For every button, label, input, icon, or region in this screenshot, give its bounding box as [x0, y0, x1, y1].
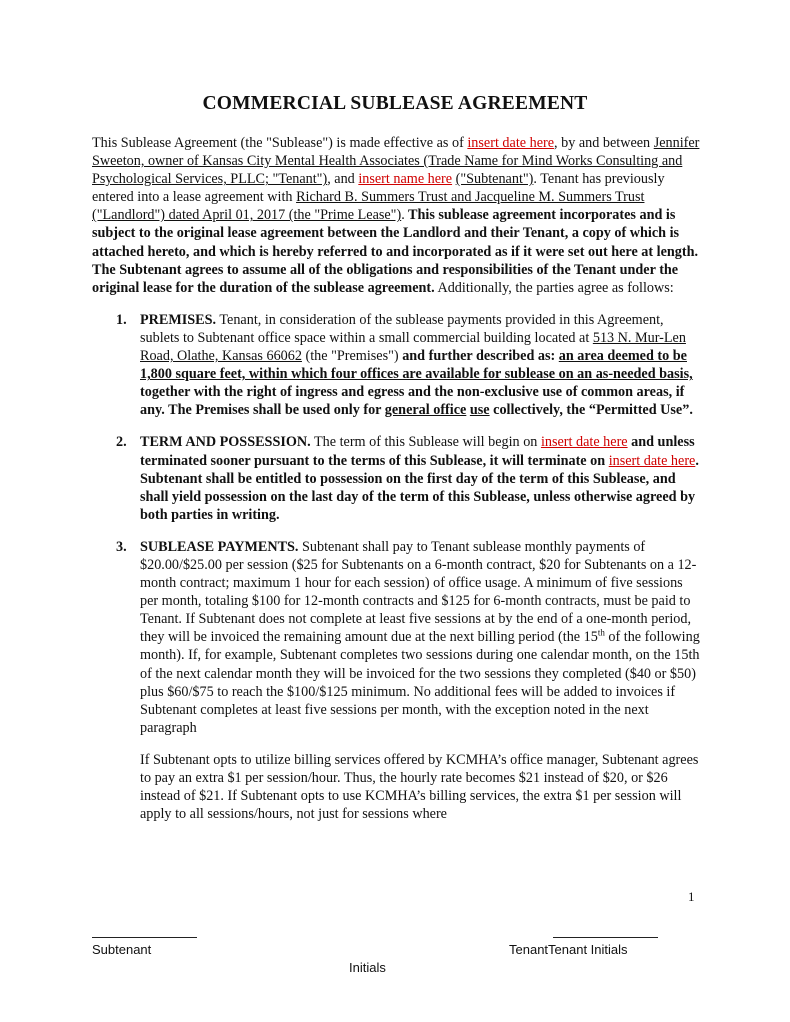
subtenant-label-footer: Subtenant	[92, 942, 152, 957]
initials-label-footer: Initials	[349, 960, 386, 975]
intro-bold-text: This sublease agreement incorporates and is subject to the original lease agreement between the Landlord and their Tenant, a copy of which is attached hereto, and which is hereby referred to and incorporated as if it were set out here at length. The Subtenant agrees to assume all of the obligations and responsibilities of the Tenant under the original lease for the duration of the sublease agreement.	[92, 207, 699, 296]
payments-text-1: Subtenant shall pay to Tenant sublease monthly payments of $20.00/$25.00 per session ($25 for Subtenants on a 6-month contract, $20 for Subtenants on a 12-month contract; maximum 1 hour for each session) of office usage. A minimum of five sessions per month, totaling $100 for 12-month contracts and $125 for 6-month contracts, must be paid to Tenant. If Subtenant does not complete at least five sessions at by the end of a one-month period, they will be invoiced the remaining amount due at the next billing period (the 15	[140, 538, 697, 646]
intro-text-2: , by and between	[554, 135, 654, 151]
term-bold-1: and unless terminated sooner pursuant to the terms of this Sublease, it will terminate on	[140, 434, 695, 469]
page-number: 1	[688, 889, 695, 904]
premises-address: 513 N. Mur-Len Road, Olathe, Kansas 66062	[140, 329, 686, 365]
term-text-1: The term of this Sublease will begin on	[310, 434, 541, 451]
intro-text-5: . Tenant has previously entered into a lease agreement with	[92, 171, 665, 206]
tenant-initials-line	[553, 937, 658, 938]
term-bold-2: . Subtenant shall be entitled to possession on the first day of the term of this Sublease, and shall yield possession on the last day of the term of this Sublease, unless otherwise agreed by both parties in writing.	[140, 452, 699, 523]
sections-list	[92, 311, 702, 823]
intro-text-3: , and	[327, 171, 359, 188]
intro-text-6: .	[401, 207, 405, 224]
intro-paragraph	[92, 134, 702, 297]
payments-superscript: th	[597, 627, 605, 638]
premises-use-2: use	[469, 402, 490, 419]
premises-bold-4: collectively, the “Permitted Use”.	[489, 402, 693, 419]
premises-bold-1: and further described as:	[398, 348, 559, 365]
document-title: COMMERCIAL SUBLEASE AGREEMENT	[202, 93, 588, 114]
section-payments	[92, 538, 702, 823]
section-number: 2.	[116, 434, 127, 451]
premises-text-2: (the "Premises")	[301, 348, 399, 365]
section-number: 1.	[116, 311, 127, 328]
document-body	[92, 134, 702, 837]
subtenant-name-placeholder: insert name here	[358, 171, 453, 188]
effective-date-placeholder: insert date here	[467, 135, 555, 151]
term-end-date-placeholder: insert date here	[608, 452, 696, 469]
premises-use-1: general office	[384, 402, 467, 419]
tenant-name: Jennifer Sweeton, owner of Kansas City Mental Health Associates (Trade Name for Mind Works Consulting and Psychological Services, PLLC; "Tenant")	[92, 135, 700, 188]
section-heading: TERM AND POSSESSION.	[140, 434, 311, 451]
payments-text-2: of the following month). If, for example, Subtenant completes two sessions during one calendar month, on the 15th of the next calendar month they will be invoiced for the two sessions they completed ($40 or $50) plus $60/$75 to reach the $100/$125 minimum. No additional fees will be added to invoices if Subtenant completes at least five sessions per month, with the exception noted in the next paragraph	[140, 629, 700, 736]
term-start-date-placeholder: insert date here	[540, 434, 628, 451]
subtenant-initials-line	[92, 937, 197, 938]
section-term	[92, 433, 702, 523]
section-number: 3.	[116, 538, 127, 555]
section-premises	[92, 311, 702, 420]
subtenant-label: ("Subtenant")	[455, 171, 534, 188]
landlord-name: Richard B. Summers Trust and Jacqueline M. Summers Trust ("Landlord") dated April 01, 2017 (the "Prime Lease")	[92, 189, 645, 224]
section-heading: PREMISES.	[140, 311, 217, 328]
premises-text-1: Tenant, in consideration of the sublease payments provided in this Agreement, sublets to Subtenant office space within a small commercial building located at	[140, 311, 664, 346]
billing-paragraph: If Subtenant opts to utilize billing services offered by KCMHA’s office manager, Subtenant agrees to pay an extra $1 per session/hour. Thus, the hourly rate becomes $21 instead of $20, or $26 instead of $21. If Subtenant opts to use KCMHA’s billing services, the extra $1 per session will apply to all sessions/hours, not just for sessions where	[140, 751, 699, 823]
premises-bold-2: together with the right of ingress and egress and the non-exclusive use of common areas, if any. The Premises shall be used only for	[140, 384, 685, 419]
tenant-initials-label-footer: TenantTenant Initials	[509, 942, 628, 957]
premises-area: an area deemed to be 1,800 square feet, within which four offices are available for sublease on an as-needed basis,	[140, 348, 693, 383]
section-heading: SUBLEASE PAYMENTS.	[140, 538, 299, 555]
intro-text-7: Additionally, the parties agree as follows:	[434, 279, 674, 296]
intro-text-1: This Sublease Agreement (the "Sublease") is made effective as of	[92, 135, 468, 151]
